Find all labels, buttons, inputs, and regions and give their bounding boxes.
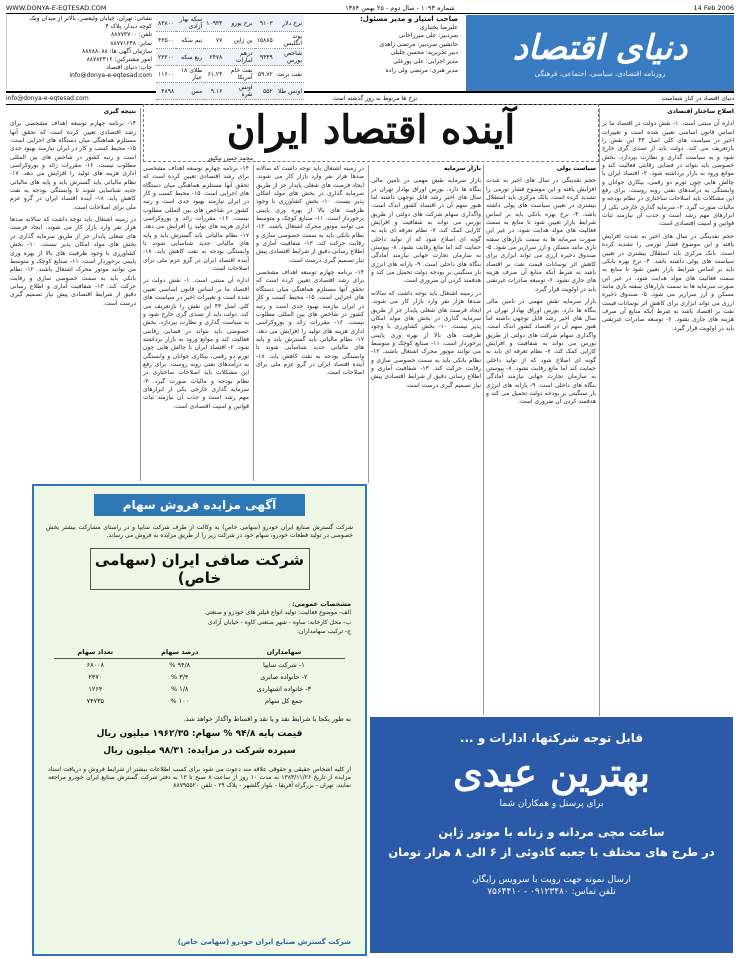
auction-base-price: قیمت پایه ۹۴/۸ % سهام: ۱۹۶۲/۳۵ میلیون ریال (96, 729, 303, 740)
article-column-3 (371, 165, 481, 715)
top-bar (6, 2, 734, 14)
logo-title: دنیای اقتصاد (512, 28, 688, 68)
column-divider (368, 165, 369, 483)
market-value: ۹۱۰۳ (255, 15, 275, 32)
table-row (54, 659, 345, 672)
market-label: ربع سکه (176, 49, 204, 66)
market-label: نیم سکه (176, 32, 204, 49)
column-text: حجم نقدینگی در سال های اخیر به شدت افزایش یافته و این موضوع فشار تورمی را تشدید کرده است. بانک مرکزی باید استقلال بیشتری در تعیین سیاست های پولی داشته باشد. ۴- نرخ بهره بانکی باید بر اساس شرایط بازار تعیین شود تا منابع به سمت فعالیت های مولد هدایت شود. در غیر این صورت سرمایه ها به سمت بازارهای سفته بازی مانند مسکن و ارز سرازیر می شود. ۵- صندوق ذخیره ارزی می تواند ابزاری برای کاهش اثر نوسانات قیمت نفت بر اقتصاد باشد به شرط آنکه منابع آن صرف هزینه های جاری نشود. ۶- توسعه صادرات غیرنفتی باید در اولویت قرار گیرد. (602, 232, 734, 332)
auction-spec-line: الف- موضوع فعالیت: تولید انواع فیلتر های خودرو و صنعتی (205, 609, 351, 617)
column-divider (483, 165, 484, 715)
logo-subtitle: روزنامه اقتصادی، سیاسی، اجتماعی، فرهنگی (534, 70, 666, 78)
market-label: نرخ یورو (224, 15, 254, 32)
gift-ad-order: ارسال نمونه جهت رویت با سرویس رایگان (472, 875, 631, 885)
auction-terms: از کلیه اشخاص حقیقی و حقوقی علاقه مند دعوت می شود برای کسب اطلاعات بیشتر از شرایط فروش و دریافت اسناد مزایده از تاریخ ۱۳۸۴/۱۱/۲۶ به مدت ۱۰ روز از ساعت ۸ صبح تا ۱۳ به دفتر شرکت گسترش صنایع ایران خودرو مراجعه نمایند. تهران - بزرگراه آفریقا - بلوار گلشهر - پلاک ۲۹ - تلفن ۸۸۷۹۵۵۲۰ (48, 766, 352, 790)
article-column-1 (602, 108, 734, 716)
auction-ad-title: آگهی مزایده فروش سهام (94, 494, 305, 516)
info-strip-email[interactable]: info@donya-e-eqtesad.com (6, 95, 89, 102)
market-label: اونس نقره (224, 83, 254, 100)
market-value: ۱۰۹۴۴ (204, 15, 224, 32)
market-label: نفت خام آمریکا (224, 66, 254, 83)
column-text: ۱۴- برنامه چهارم توسعه اهداف مشخصی برای رشد اقتصادی تعیین کرده است که تحقق آنها مستلزم هماهنگی میان دستگاه های اجرایی است. ۱۵- محیط کسب و کار در ایران نیازمند بهبود جدی است و رتبه کشور در شاخص های بین المللی مطلوب نیست. ۱۶- مقررات زائد و بوروکراسی اداری هزینه های تولید را افزایش می دهد. ۱۷- نظام مالیاتی باید گسترش یابد و پایه های مالیاتی جدید شناسایی شوند تا وابستگی بودجه به نفت کاهش یابد. ۱۸- آینده اقتصاد ایران در گرو عزم ملی برای اصلاحات است. (10, 120, 136, 211)
staff-title: صاحب امتیاز و مدیر مسئول: (360, 15, 458, 23)
column-subhead: اصلاح ساختار اقتصادی (667, 108, 734, 115)
market-label: مس (176, 83, 204, 100)
table-cell: ۹۴/۸ % (169, 661, 191, 670)
column-subhead: سیاست پولی (556, 165, 596, 172)
market-value: ۸۳۸۰۰ (156, 15, 176, 32)
gift-ad-models: در طرح های مختلف با جعبه کادوئی از ۶ الی ۸ هزار تومان (388, 845, 715, 859)
market-value: ۶۱.۲۴ (204, 66, 224, 83)
column-subhead: بازار سرمایه (443, 165, 481, 172)
issue-date: 14 Feb 2006 (693, 3, 734, 12)
auction-ad-intro: شرکت گسترش صنایع ایران خودرو (سهامی خاص) به وکالت از طرف شرکت سایپا و در راستای مشارکت بیشتر بخش خصوصی در تولید قطعات خودرو، سهام خود در شرکت زیر را از طریق مزایده به فروش می رساند. (46, 524, 353, 540)
market-value: ۷۷ (204, 32, 224, 49)
table-cell: ۷۴۷۳۵ (86, 697, 105, 706)
market-value: ۵۵۲ (255, 83, 275, 100)
table-header: سهامداران (223, 646, 345, 659)
gift-ad-attention: قابل توجه شرکتها، ادارات و ... (459, 731, 644, 745)
market-value: ۱۱۶۰۰ (156, 66, 176, 83)
column-text: اداره آن مبتنی است. ۱- نقش دولت در اقتصاد ما بر اساس قانون اساسی تعیین شده است و تغییرات اخیر در سیاست های کلی اصل ۴۴ این نقش را بازتعریف می کند. دولت باید از تصدی گری خارج شود و به سیاست گذاری و نظارت بپردازد. بخش خصوصی باید بتواند در فضایی رقابتی فعالیت کند و موانع ورود به بازار برداشته شود. ۲- اقتصاد ایران با چالش هایی چون تورم دو رقمی، بیکاری جوانان و وابستگی به درآمدهای نفتی روبه روست. برای رفع این مشکلات باید اصلاحات ساختاری در نظام بودجه و مالیات صورت گیرد. ۳- سرمایه گذاری خارجی یکی از ابزارهای مهم رشد است و جذب آن نیازمند ثبات قوانین و امنیت اقتصادی است. (602, 120, 734, 228)
auction-spec-title: مشخصات عمومی: (291, 600, 351, 609)
contact-line: تلفن: ۸۸۷۷۳۷۰۰ (111, 31, 152, 39)
contact-line: سازمان آگهی ها: ۸۸۷۸۸۰۸۸ (81, 47, 152, 55)
contact-line: امور مشترکین: ۸۸۷۸۲۴۱۶ (86, 56, 152, 64)
column-text: اداره آن مبتنی است. ۱- نقش دولت در اقتصاد ما بر اساس قانون اساسی تعیین شده است و تغییرات اخیر در سیاست های کلی اصل ۴۴ این نقش را بازتعریف می کند. دولت باید از تصدی گری خارج شود و به سیاست گذاری و نظارت بپردازد. بخش خصوصی باید بتواند در فضایی رقابتی فعالیت کند و موانع ورود به بازار برداشته شود. ۲- اقتصاد ایران با چالش هایی چون تورم دو رقمی، بیکاری جوانان و وابستگی به درآمدهای نفتی روبه روست. برای رفع این مشکلات باید اصلاحات ساختاری در نظام بودجه و مالیات صورت گیرد. ۳- سرمایه گذاری خارجی یکی از ابزارهای مهم رشد است و جذب آن نیازمند ثبات قوانین و امنیت اقتصادی است. (143, 277, 249, 410)
gift-watch-ad[interactable] (370, 717, 733, 953)
market-label: ین ژاپن (224, 32, 254, 49)
table-cell: ۶۸۰۰۸ (86, 661, 105, 670)
auction-signature: شرکت گسترش صنایع ایران خودرو (سهامی خاص) (177, 938, 351, 946)
article-column-5 (143, 165, 249, 481)
staff-line: مدیر هنری: مرتضی ولی زاده (385, 66, 458, 74)
market-value: ۹۴۴۹ (255, 49, 275, 66)
table-row (54, 695, 345, 707)
staff-box (310, 15, 458, 91)
table-cell: جمع کل سهام (264, 697, 303, 706)
article-column-6 (10, 108, 136, 481)
column-text: حجم نقدینگی در سال های اخیر به شدت افزایش یافته و این موضوع فشار تورمی را تشدید کرده است. بانک مرکزی باید استقلال بیشتری در تعیین سیاست های پولی داشته باشد. ۴- نرخ بهره بانکی باید بر اساس شرایط بازار تعیین شود تا منابع به سمت فعالیت های مولد هدایت شود. در غیر این صورت سرمایه ها به سمت بازارهای سفته بازی مانند مسکن و ارز سرازیر می شود. ۵- صندوق ذخیره ارزی می تواند ابزاری برای کاهش اثر نوسانات قیمت نفت بر اقتصاد باشد به شرط آنکه منابع آن صرف هزینه های جاری نشود. ۶- توسعه صادرات غیرنفتی باید در اولویت قرار گیرد. (486, 177, 596, 293)
headline-box (143, 104, 599, 162)
table-header: درصد سهام (137, 646, 223, 659)
staff-line: سردبیر: علی میرزاخانی (398, 32, 458, 40)
table-row (156, 66, 304, 83)
table-row (156, 49, 304, 66)
gift-ad-phone[interactable]: تلفن تماس: ۰۹۱۲۳۴۸۰ - ۷۵۶۴۴۱۰ (487, 887, 616, 897)
share-auction-ad[interactable] (32, 484, 367, 956)
table-row (54, 683, 345, 695)
staff-line: علیرضا بختیاری (419, 23, 458, 31)
column-subhead: نتیجه گیری (103, 108, 136, 115)
table-cell: ۲- خانواده صابری (260, 673, 308, 682)
market-value: ۱۵۸۸۵ (255, 32, 275, 49)
contact-line: کوچه دیدار، پلاک ۴ (105, 23, 152, 31)
auction-company-name: شرکت صافی ایران (سهامی خاص) (90, 548, 310, 590)
market-label: پوند انگلیس (275, 32, 304, 49)
column-text: در زمینه اشتغال باید توجه داشت که سالانه صدها هزار نفر وارد بازار کار می شوند. ایجاد فرصت های شغلی پایدار جز از طریق سرمایه گذاری در بخش های مولد امکان پذیر نیست. ۱۰- بخش کشاورزی با وجود ظرفیت های بالا از بهره وری پایینی برخوردار است. ۱۱- صنایع کوچک و متوسط می توانند موتور محرک اشتغال باشند. ۱۲- نظام بانکی باید به سمت خصوصی سازی و رقابت حرکت کند. ۱۳- شفافیت آماری و اطلاع رسانی دقیق از شرایط اقتصادی پیش نیاز تصمیم گیری درست است. (371, 289, 481, 389)
info-strip-right: دنیای اقتصاد در کنار شماست (661, 95, 734, 102)
table-cell: ۲۴۷۰ (88, 673, 103, 682)
column-text: ۱۴- برنامه چهارم توسعه اهداف مشخصی برای رشد اقتصادی تعیین کرده است که تحقق آنها مستلزم هماهنگی میان دستگاه های اجرایی است. ۱۵- محیط کسب و کار در ایران نیازمند بهبود جدی است و رتبه کشور در شاخص های بین المللی مطلوب نیست. ۱۶- مقررات زائد و بوروکراسی اداری هزینه های تولید را افزایش می دهد. ۱۷- نظام مالیاتی باید گسترش یابد و پایه های مالیاتی جدید شناسایی شوند تا وابستگی بودجه به نفت کاهش یابد. ۱۸- آینده اقتصاد ایران در گرو عزم ملی برای اصلاحات است. (143, 165, 249, 273)
market-rates-table (156, 15, 304, 98)
market-value: ۴۸۹۸ (156, 83, 176, 100)
table-cell: ۱- شرکت سایپا (263, 661, 305, 670)
column-divider (140, 108, 141, 481)
column-text: بازار سرمایه نقش مهمی در تامین مالی بنگاه ها دارد. بورس اوراق بهادار تهران در سال های اخیر رشد قابل توجهی داشته اما هنوز سهم آن در اقتصاد کشور اندک است. واگذاری سهام شرکت های دولتی از طریق بورس می تواند به شفافیت و افزایش کارایی کمک کند. ۷- نظام تعرفه ای باید به گونه ای اصلاح شود که از تولید داخلی حمایت کند اما مانع رقابت نشود. ۸- پیوستن به سازمان تجارت جهانی نیازمند آمادگی بنگاه های داخلی است. ۹- یارانه های انرژی بار سنگینی بر بودجه دولت تحمیل می کند و هدفمند کردن آن ضروری است. (486, 298, 596, 406)
market-label: طلای ۱۸ عیار (176, 66, 204, 83)
column-text: ۱۴- برنامه چهارم توسعه اهداف مشخصی برای رشد اقتصادی تعیین کرده است که تحقق آنها مستلزم هماهنگی میان دستگاه های اجرایی است. ۱۵- محیط کسب و کار در ایران نیازمند بهبود جدی است و رتبه کشور در شاخص های بین المللی مطلوب نیست. ۱۶- مقررات زائد و بوروکراسی اداری هزینه های تولید را افزایش می دهد. ۱۷- نظام مالیاتی باید گسترش یابد و پایه های مالیاتی جدید شناسایی شوند تا وابستگی بودجه به نفت کاهش یابد. ۱۸- آینده اقتصاد ایران در گرو عزم ملی برای اصلاحات است. (256, 269, 364, 377)
table-cell: ۱۲۶۴ (88, 685, 103, 694)
staff-line: مدیر اجرایی: علی پورعلی (393, 57, 458, 65)
contact-email[interactable]: info@donya-e-eqtesad.com (69, 72, 152, 80)
issue-info: شماره ۱۰۹۳ - سال دوم - ۲۵ بهمن ۱۳۸۴ (345, 3, 455, 12)
shareholders-table (54, 646, 345, 707)
auction-spec-line: ج- ترکیب سهامداران: (296, 627, 351, 635)
newspaper-logo[interactable] (466, 15, 734, 91)
article-headline[interactable]: آینده اقتصاد ایران (226, 107, 516, 153)
table-cell: ۱/۸ % (171, 685, 189, 694)
article-byline: محمد حسن نیکپور (207, 155, 253, 162)
market-value: ۲۳۲۰۰ (156, 49, 176, 66)
table-row (156, 15, 304, 32)
market-value: ۲۴۷۸ (204, 49, 224, 66)
contact-line: نمابر: ۸۸۷۷۱۲۴۸ (110, 39, 152, 47)
auction-deposit: سپرده شرکت در مزایده: ۹۸/۳۱ میلیون ریال (103, 746, 296, 757)
market-value: ۹.۱۶ (204, 83, 224, 100)
market-value: ۴۳۵۰۰ (156, 32, 176, 49)
table-row (156, 32, 304, 49)
article-column-4 (256, 165, 364, 481)
market-label: شاخص بورس (275, 49, 304, 66)
info-strip-center: نرخ ها مربوط به روز گذشته است (332, 95, 418, 102)
market-label: نرخ دلار (275, 15, 304, 32)
column-divider (253, 165, 254, 481)
staff-line: دبیر تحریریه: محسن جلیلی (390, 49, 458, 57)
contact-box (6, 15, 152, 91)
site-url[interactable]: WWW.DONYA-E-EQTESAD.COM (6, 3, 107, 12)
auction-payment-terms: به طور یکجا با شرایط نقد و یا نقد و اقساط واگذار خواهد شد. (183, 715, 351, 724)
market-label: سکه بهار آزادی (176, 15, 204, 32)
table-row (54, 671, 345, 683)
gift-ad-watch: ساعت مچی مردانه و زنانه با موتور ژاپن (438, 825, 665, 839)
staff-line: جانشین سردبیر: مرتضی زاهدی (379, 40, 458, 48)
market-label: اونس طلا (275, 83, 304, 100)
market-label: نفت برنت (275, 66, 304, 83)
column-text: بازار سرمایه نقش مهمی در تامین مالی بنگاه ها دارد. بورس اوراق بهادار تهران در سال های اخیر رشد قابل توجهی داشته اما هنوز سهم آن در اقتصاد کشور اندک است. واگذاری سهام شرکت های دولتی از طریق بورس می تواند به شفافیت و افزایش کارایی کمک کند. ۷- نظام تعرفه ای باید به گونه ای اصلاح شود که از تولید داخلی حمایت کند اما مانع رقابت نشود. ۸- پیوستن به سازمان تجارت جهانی نیازمند آمادگی بنگاه های داخلی است. ۹- یارانه های انرژی بار سنگینی بر بودجه دولت تحمیل می کند و هدفمند کردن آن ضروری است. (371, 177, 481, 285)
table-cell: ۳/۴ % (171, 673, 189, 682)
auction-spec-line: ب- محل کارخانه: ساوه - شهر صنعتی کاوه - خیابان آزادی (207, 618, 351, 626)
table-cell: ۳- خانواده اشتهاردی (256, 685, 312, 694)
gift-ad-subline: برای پرسنل و همکاران شما (499, 799, 604, 809)
column-text: در زمینه اشتغال باید توجه داشت که سالانه صدها هزار نفر وارد بازار کار می شوند. ایجاد فرصت های شغلی پایدار جز از طریق سرمایه گذاری در بخش های مولد امکان پذیر نیست. ۱۰- بخش کشاورزی با وجود ظرفیت های بالا از بهره وری پایینی برخوردار است. ۱۱- صنایع کوچک و متوسط می توانند موتور محرک اشتغال باشند. ۱۲- نظام بانکی باید به سمت خصوصی سازی و رقابت حرکت کند. ۱۳- شفافیت آماری و اطلاع رسانی دقیق از شرایط اقتصادی پیش نیاز تصمیم گیری درست است. (256, 165, 364, 264)
contact-line: نشانی: تهران، خیابان ولیعصر، بالاتر از میدان ونک (29, 15, 152, 22)
table-header: تعداد سهام (54, 646, 137, 659)
article-column-2 (486, 165, 596, 715)
contact-line: چاپ: دنیای اقتصاد (106, 64, 152, 72)
market-label: درهم امارات (224, 49, 254, 66)
table-cell: ۱۰۰ % (170, 697, 190, 706)
gift-ad-headline: بهترین عیدی (452, 750, 651, 795)
market-value: ۵۹.۷۲ (255, 66, 275, 83)
column-divider (599, 108, 600, 716)
column-text: در زمینه اشتغال باید توجه داشت که سالانه صدها هزار نفر وارد بازار کار می شوند. ایجاد فرصت های شغلی پایدار جز از طریق سرمایه گذاری در بخش های مولد امکان پذیر نیست. ۱۰- بخش کشاورزی با وجود ظرفیت های بالا از بهره وری پایینی برخوردار است. ۱۱- صنایع کوچک و متوسط می توانند موتور محرک اشتغال باشند. ۱۲- نظام بانکی باید به سمت خصوصی سازی و رقابت حرکت کند. ۱۳- شفافیت آماری و اطلاع رسانی دقیق از شرایط اقتصادی پیش نیاز تصمیم گیری درست است. (10, 216, 136, 307)
masthead (6, 15, 734, 98)
